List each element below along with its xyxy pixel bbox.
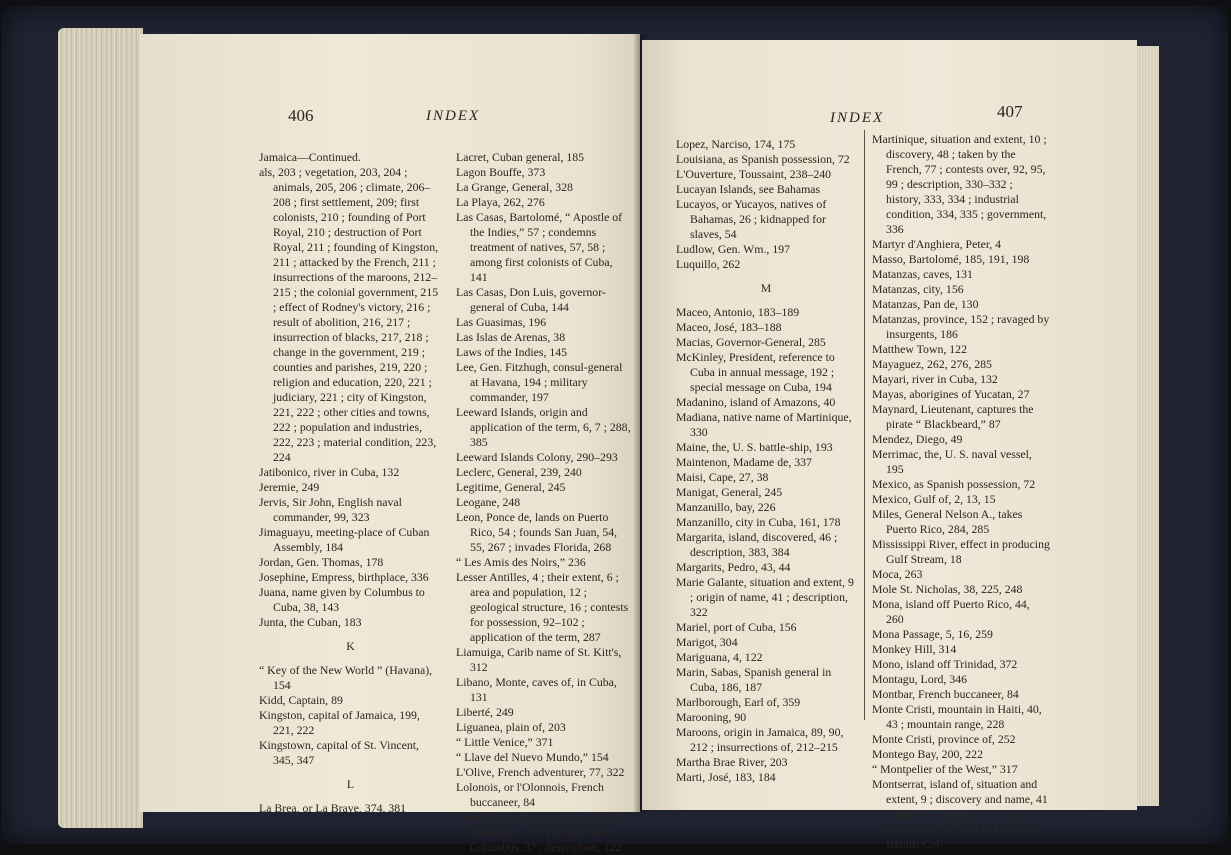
index-entry: Las Guasimas, 196 [456, 315, 547, 329]
index-entry: Mendez, Diego, 49 [872, 432, 963, 446]
index-entry: Manigat, General, 245 [676, 485, 783, 499]
index-entry: Martinique, situation and extent, 10 ; discovery, 48 ; taken by the French, 77 ; contests over, 92, 95, 99 ; description, 330–332 ; history, 333, 334 ; industrial condition, 334, 335 ; government, 336 [872, 132, 1047, 236]
index-entry: Legitime, General, 245 [456, 480, 566, 494]
left-page [140, 34, 640, 854]
index-entry: Josephine, Empress, birthplace, 336 [259, 570, 429, 584]
index-entry: Juana, name given by Columbus to Cuba, 38, 143 [259, 585, 425, 614]
index-entry: Moca, 263 [872, 567, 923, 581]
index-entry: Junta, the Cuban, 183 [259, 615, 362, 629]
index-entry: “ Llave del Nuevo Mundo,” 154 [456, 750, 609, 764]
index-column-left-2 [456, 150, 631, 855]
index-entry: Maynard, Lieutenant, captures the pirate “ Blackbeard,” 87 [872, 402, 1034, 431]
index-entry: “ Montpelier of the West,” 317 [872, 762, 1018, 776]
index-entry: Kingstown, capital of St. Vincent, 345, 347 [259, 738, 419, 767]
index-entry: Jeremie, 249 [259, 480, 320, 494]
index-entry: Louisiana, as Spanish possession, 72 [676, 152, 850, 166]
index-entry: Matanzas, caves, 131 [872, 267, 973, 281]
index-entry: Mono, island off Trinidad, 372 [872, 657, 1018, 671]
index-entry: Miles, General Nelson A., takes Puerto Rico, 284, 285 [872, 507, 1023, 536]
index-entry: Ludlow, Gen. Wm., 197 [676, 242, 791, 256]
page-edges-right [1137, 46, 1159, 806]
index-entry: Matanzas, province, 152 ; ravaged by insurgents, 186 [872, 312, 1050, 341]
index-column-left-1 [259, 150, 442, 816]
index-entry: Jervis, Sir John, English naval commander, 99, 323 [259, 495, 402, 524]
index-entry: Mexico, Gulf of, 2, 13, 15 [872, 492, 996, 506]
page-number: 407 [997, 102, 1023, 121]
index-entry: Lee, Gen. Fitzhugh, consul-general at Havana, 194 ; military commander, 197 [456, 360, 623, 404]
index-entry: Kingston, capital of Jamaica, 199, 221, 222 [259, 708, 420, 737]
index-entry: Libano, Monte, caves of, in Cuba, 131 [456, 675, 617, 704]
index-entry: Margarita, island, discovered, 46 ; description, 383, 384 [676, 530, 838, 559]
index-entry: Matanzas, Pan de, 130 [872, 297, 979, 311]
running-head: INDEX [830, 110, 885, 126]
column-divider [864, 130, 865, 720]
index-entry: Mona, island off Puerto Rico, 44, 260 [872, 597, 1030, 626]
index-entry: Margarits, Pedro, 43, 44 [676, 560, 791, 574]
index-entry: Maceo, José, 183–188 [676, 320, 782, 334]
index-entry: Matanzas, city, 156 [872, 282, 964, 296]
index-entry: Merrimac, the, U. S. naval vessel, 195 [872, 447, 1032, 476]
index-entry: Mariguana, 4, 122 [676, 650, 763, 664]
index-entry: L'Olive, French adventurer, 77, 322 [456, 765, 625, 779]
index-entry: Maine, the, U. S. battle-ship, 193 [676, 440, 833, 454]
index-entry: Marin, Sabas, Spanish general in Cuba, 186, 187 [676, 665, 832, 694]
index-entry: Luquillo, 262 [676, 257, 741, 271]
running-head: INDEX [426, 108, 481, 124]
index-entry: Monte Cristi, mountain in Haiti, 40, 43 ; mountain range, 228 [872, 702, 1042, 731]
index-entry: Leeward Islands Colony, 290–293 [456, 450, 618, 464]
index-entry: Marie Galante, situation and extent, 9 ; origin of name, 41 ; description, 322 [676, 575, 854, 619]
index-entry: Montego Bay, 200, 222 [872, 747, 983, 761]
index-entry: Lacret, Cuban general, 185 [456, 150, 585, 164]
index-entry: Mayaguez, 262, 276, 285 [872, 357, 992, 371]
index-entry: “ Little Venice,” 371 [456, 735, 554, 749]
index-section-letter: K [346, 639, 355, 653]
index-entry: Liguanea, plain of, 203 [456, 720, 566, 734]
index-entry: Leclerc, General, 239, 240 [456, 465, 582, 479]
index-entry: Leeward Islands, origin and application of the term, 6, 7 ; 288, 385 [456, 405, 631, 449]
index-entry: Mayari, river in Cuba, 132 [872, 372, 998, 386]
index-entry: La Brea, or La Braye, 374, 381 [259, 801, 407, 815]
index-entry: La Playa, 262, 276 [456, 195, 545, 209]
index-entry: Las Islas de Arenas, 38 [456, 330, 566, 344]
page-number: 406 [288, 106, 314, 125]
index-entry: Matthew Town, 122 [872, 342, 967, 356]
index-entry: Mayas, aborigines of Yucatan, 27 [872, 387, 1030, 401]
page-edges-left [58, 28, 143, 828]
index-entry: Macias, Governor-General, 285 [676, 335, 826, 349]
index-entry: “ Key of the New World ” (Havana), 154 [259, 663, 433, 692]
index-entry: Long Island, discovery, 4 ; relics of aborigines, 27 ; Fernandina of Columbus, 37 ; description, 122 [456, 810, 623, 854]
index-entry: Mona Passage, 5, 16, 259 [872, 627, 993, 641]
index-entry: Martyr d'Anghiera, Peter, 4 [872, 237, 1002, 251]
index-entry: als, 203 ; vegetation, 203, 204 ; animals, 205, 206 ; climate, 206–208 ; first settlement, 209; first colonists, 210 ; founding of Port Royal, 210 ; destruction of Port Royal, 211 ; founding of Kingston, 211 ; attacked by the French, 211 ; insurrections of the maroons, 212–215 ; the colonial government, 215 ; effect of Rodney's victory, 216 ; result of abolition, 216, 217 ; insurrection of blacks, 217, 218 ; change in the government, 219 ; counties and parishes, 219, 220 ; religion and education, 220, 221 ; judiciary, 221 ; city of Kingston, 221, 222 ; other cities and towns, 222 ; population and industries, 222, 223 ; material condition, 223, 224 [259, 165, 439, 464]
index-entry: Maisi, Cape, 27, 38 [676, 470, 769, 484]
index-entry: Madanino, island of Amazons, 40 [676, 395, 836, 409]
index-entry: Lucayan Islands, see Bahamas [676, 182, 821, 196]
index-entry: Liamuiga, Carib name of St. Kitt's, 312 [456, 645, 622, 674]
index-entry: Martha Brae River, 203 [676, 755, 788, 769]
index-entry: Laws of the Indies, 145 [456, 345, 568, 359]
index-entry: Manzanillo, bay, 226 [676, 500, 776, 514]
index-entry: Jimaguayu, meeting-place of Cuban Assembly, 184 [259, 525, 430, 554]
index-entry: Kidd, Captain, 89 [259, 693, 343, 707]
index-entry: Jamaica—Continued. [259, 150, 361, 164]
index-entry: Liberté, 249 [456, 705, 514, 719]
index-entry: Jatibonico, river in Cuba, 132 [259, 465, 400, 479]
index-entry: Montagu, Lord, 346 [872, 672, 968, 686]
index-entry: Maroons, origin in Jamaica, 89, 90, 212 ; insurrections of, 212–215 [676, 725, 844, 754]
index-entry: Maceo, Antonio, 183–189 [676, 305, 800, 319]
index-entry: Marlborough, Earl of, 359 [676, 695, 801, 709]
index-entry: Lagon Bouffe, 373 [456, 165, 546, 179]
index-section-letter: L [346, 777, 355, 791]
index-entry: La Grange, General, 328 [456, 180, 573, 194]
index-entry: Mole St. Nicholas, 38, 225, 248 [872, 582, 1023, 596]
index-entry: Maintenon, Madame de, 337 [676, 455, 812, 469]
index-entry: Lucayos, or Yucayos, natives of Bahamas, 26 ; kidnapped for slaves, 54 [676, 197, 827, 241]
index-entry: “ Les Amis des Noirs,” 236 [456, 555, 586, 569]
index-entry: Montserrat, island of, situation and extent, 9 ; discovery and name, 41 ; taken by English, 75 ; captured by French, 93 ; part of Leeward Islands Col- [872, 777, 1048, 851]
index-entry: Monte Cristi, province of, 252 [872, 732, 1016, 746]
index-entry: Leon, Ponce de, lands on Puerto Rico, 54 ; founds San Juan, 54, 55, 267 ; invades Florida, 268 [456, 510, 618, 554]
right-page [642, 40, 1137, 851]
index-entry: Mississippi River, effect in producing Gulf Stream, 18 [872, 537, 1050, 566]
index-entry: Montbar, French buccaneer, 84 [872, 687, 1019, 701]
index-entry: Jordan, Gen. Thomas, 178 [259, 555, 384, 569]
index-entry: Marooning, 90 [676, 710, 747, 724]
index-column-right-1 [676, 137, 856, 785]
index-entry: McKinley, President, reference to Cuba in annual message, 192 ; special message on Cuba, 194 [676, 350, 835, 394]
index-entry: Monkey Hill, 314 [872, 642, 957, 656]
index-entry: Leogane, 248 [456, 495, 521, 509]
index-column-right-2 [872, 132, 1050, 852]
index-entry: Lopez, Narciso, 174, 175 [676, 137, 796, 151]
index-entry: Mariel, port of Cuba, 156 [676, 620, 797, 634]
index-entry: L'Ouverture, Toussaint, 238–240 [676, 167, 832, 181]
index-entry: Mexico, as Spanish possession, 72 [872, 477, 1036, 491]
index-entry: Manzanillo, city in Cuba, 161, 178 [676, 515, 841, 529]
index-entry: Lesser Antilles, 4 ; their extent, 6 ; area and population, 12 ; geological structure, 16 ; contests for possession, 92–102 ; application of the term, 287 [456, 570, 629, 644]
index-entry: Las Casas, Bartolomé, “ Apostle of the Indies,” 57 ; condemns treatment of natives, 57, 58 ; among first colonists of Cuba, 141 [456, 210, 623, 284]
index-entry: Madiana, native name of Martinique, 330 [676, 410, 852, 439]
index-entry: Marti, José, 183, 184 [676, 770, 776, 784]
index-entry: Las Casas, Don Luis, governor-general of Cuba, 144 [456, 285, 606, 314]
index-entry: Marigot, 304 [676, 635, 738, 649]
index-section-letter: M [760, 281, 772, 295]
index-entry: Lolonois, or l'Olonnois, French buccaneer, 84 [456, 780, 604, 809]
index-entry: Masso, Bartolomé, 185, 191, 198 [872, 252, 1030, 266]
